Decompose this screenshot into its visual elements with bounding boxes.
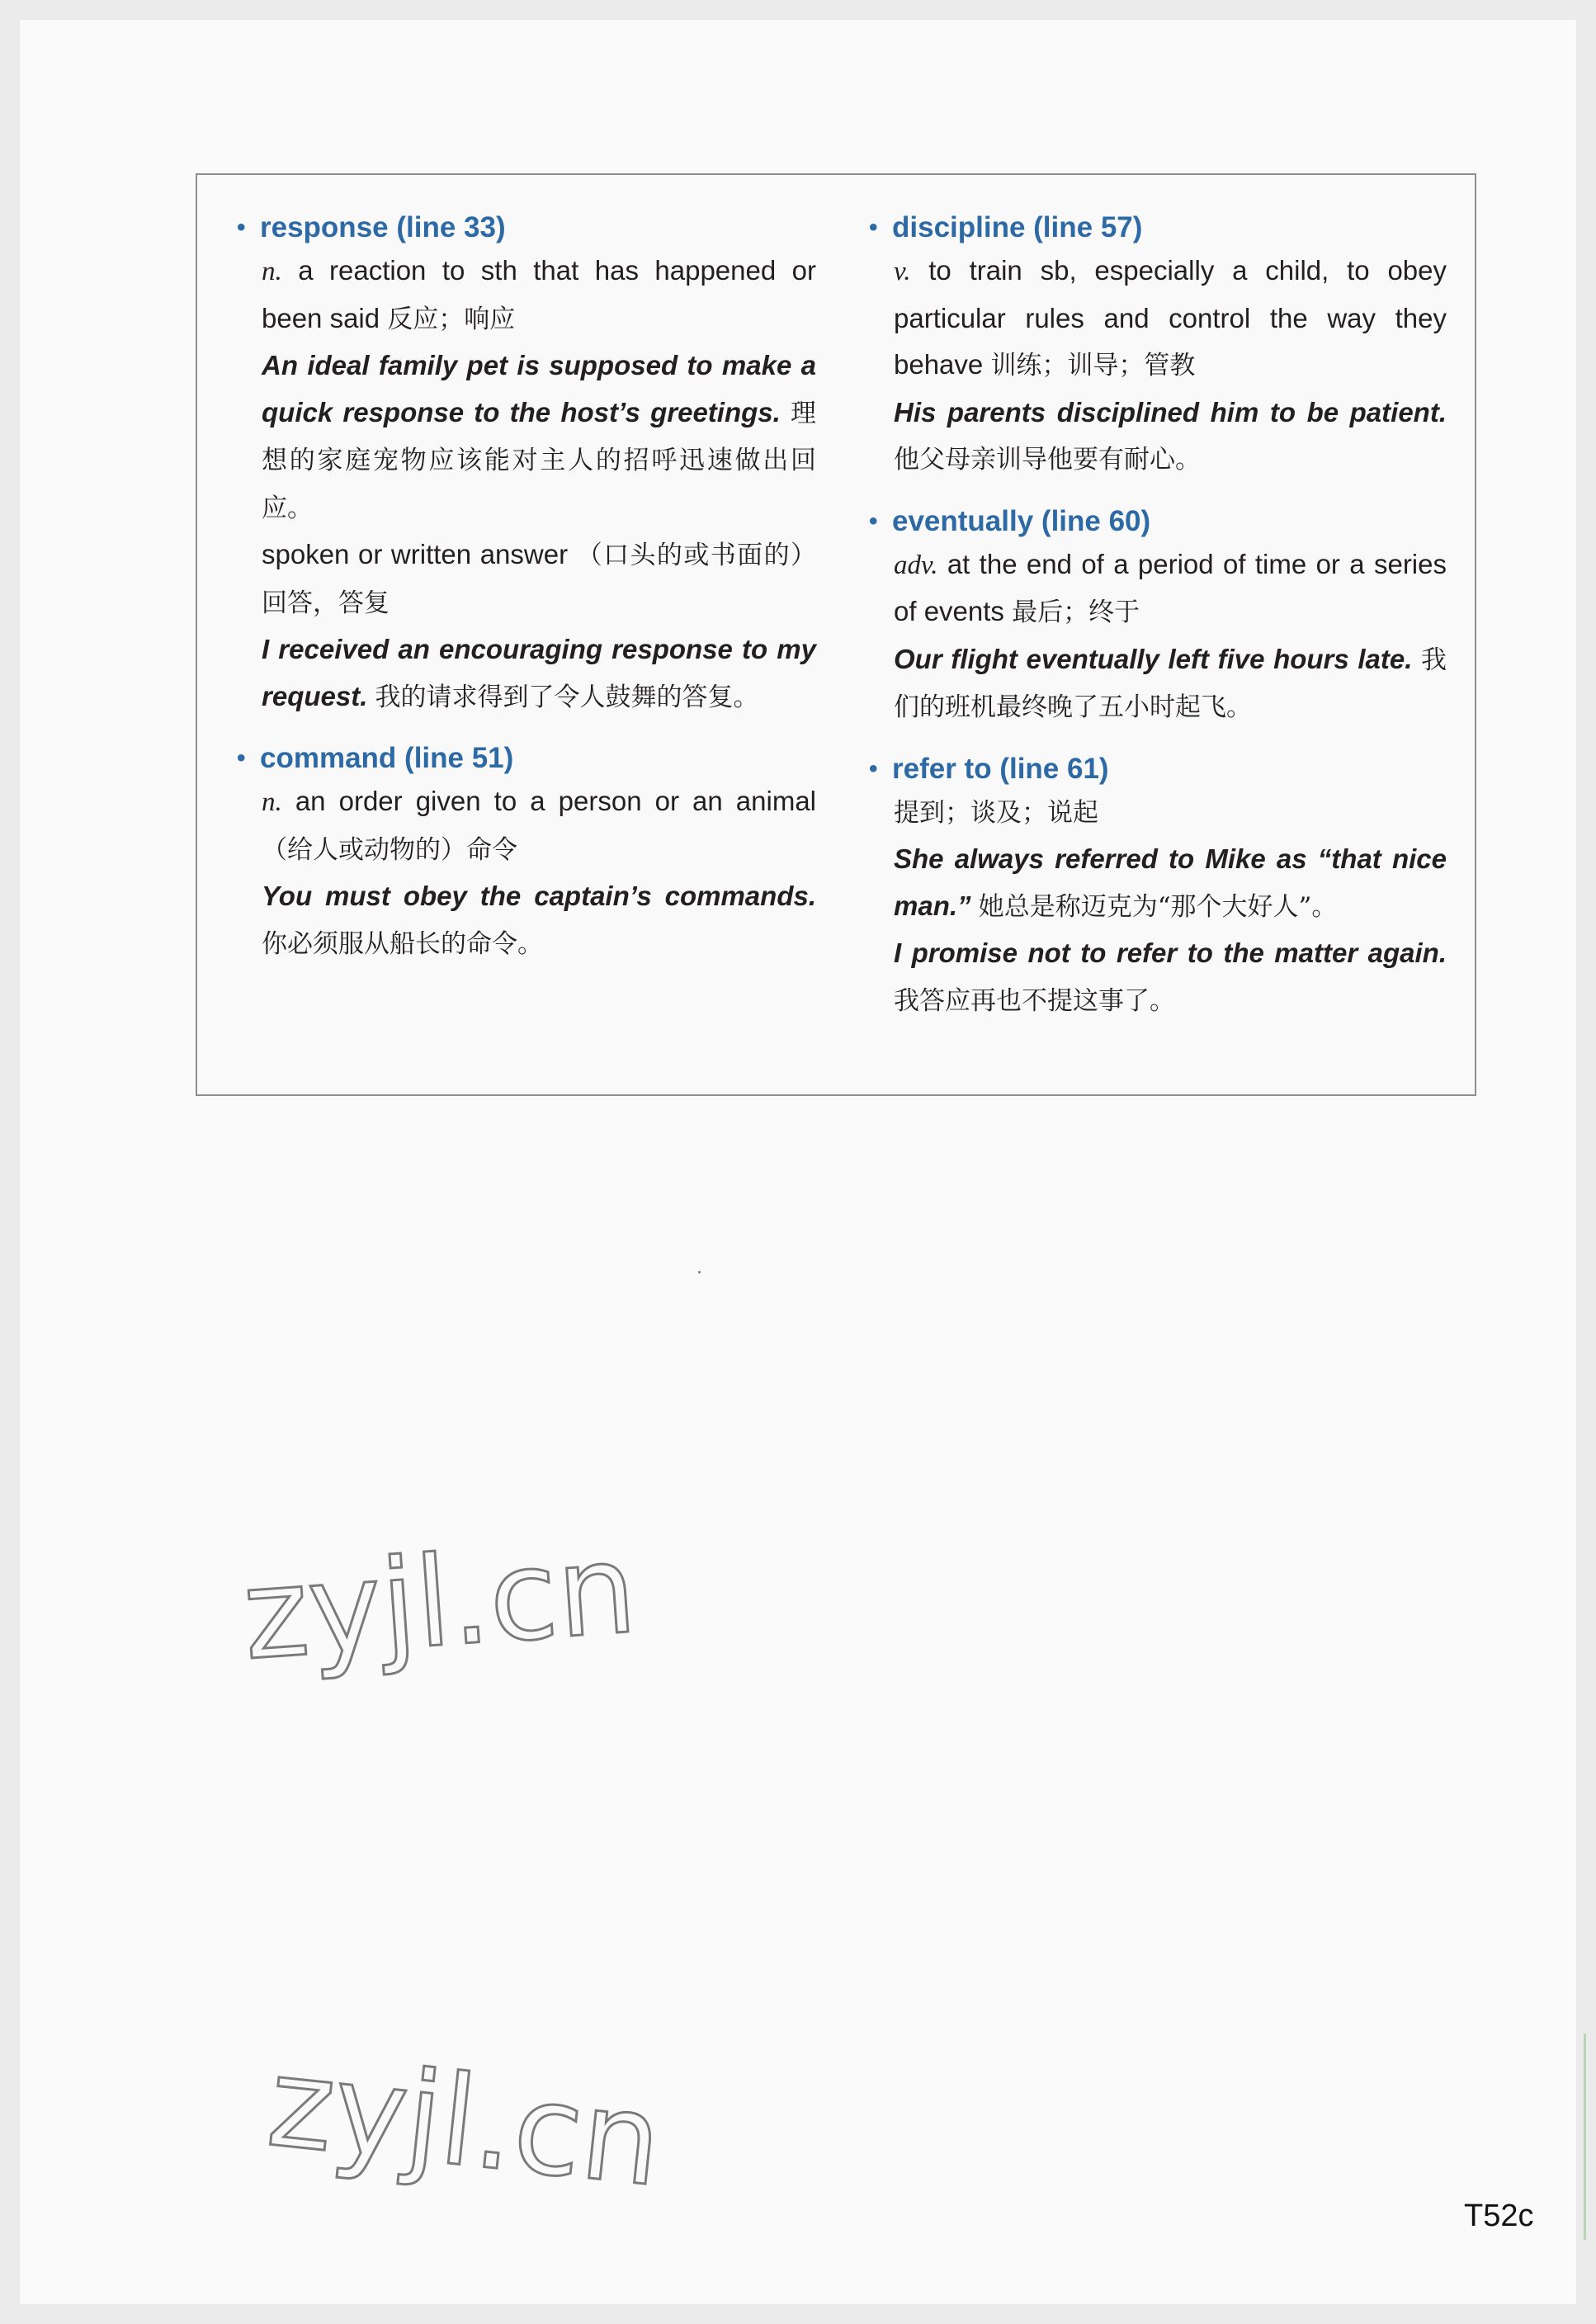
example-line (894, 636, 1447, 731)
example-line (262, 626, 816, 720)
page (20, 20, 1576, 2304)
bullet-icon: • (869, 507, 878, 535)
example-translation: 理想的家庭宠物应该能对主人的招呼迅速做出回应。 (262, 398, 816, 523)
example-translation: 我答应再也不提这事了。 (894, 985, 1175, 1016)
definition-line (262, 248, 816, 342)
example-sentence: I promise not to refer to the matter again. (894, 938, 1447, 968)
example-line (262, 342, 816, 531)
watermark-text: zyjl.cn (238, 1517, 641, 1689)
definition-line (894, 541, 1447, 636)
example-sentence: You must obey the captain’s commands. (262, 881, 816, 911)
part-of-speech: n. (262, 257, 282, 286)
definition: at the end of a period of time or a series of events (894, 548, 1447, 626)
example-translation: 我们的班机最终晚了五小时起飞。 (894, 645, 1447, 722)
definition: a reaction to sth that has happened or been said (262, 255, 816, 333)
example-translation: 你必须服从船长的命令。 (262, 928, 543, 959)
definition: an order given to a person or an animal (295, 786, 816, 816)
definition-translation: 提到；谈及；说起 (894, 797, 1098, 828)
vocab-entry (869, 749, 1447, 1025)
entry-body (869, 541, 1447, 731)
definition-line (894, 789, 1447, 837)
page-edge-rule (1584, 2034, 1586, 2240)
entry-body (869, 248, 1447, 484)
watermark-text: zyjl.cn (262, 2030, 668, 2215)
watermark-logo (236, 1512, 665, 1726)
example-line (894, 930, 1447, 1024)
example-sentence: His parents disciplined him to be patient. (894, 396, 1447, 427)
headword: response (line 33) (260, 211, 506, 243)
headword: discipline (line 57) (892, 211, 1143, 243)
example-sentence: She always referred to Mike as “that nice man.” (894, 843, 1447, 921)
part-of-speech: v. (894, 257, 911, 286)
vocab-entry (869, 502, 1447, 731)
definition-translation: （口头的或书面的）回答，答复 (262, 541, 817, 618)
example-line (262, 873, 816, 967)
vocabulary-box (196, 173, 1476, 1096)
vocab-entry (237, 739, 816, 967)
bullet-icon: • (237, 214, 246, 241)
vocab-entry (869, 208, 1447, 484)
headword-row (237, 208, 816, 248)
vocab-entry (237, 208, 816, 720)
entry-body (237, 248, 816, 720)
page-number: T52c (1464, 2199, 1534, 2233)
watermark-logo (259, 2017, 688, 2248)
definition-line (262, 778, 816, 873)
bullet-icon: • (869, 214, 878, 241)
headword: command (line 51) (260, 742, 514, 774)
headword-row (237, 739, 816, 778)
bullet-icon: • (869, 754, 878, 782)
example-sentence: Our flight eventually left five hours late. (894, 643, 1413, 674)
definition: spoken or written answer (262, 539, 569, 569)
headword-row (869, 502, 1447, 541)
example-line (894, 836, 1447, 930)
headword-row (869, 208, 1447, 248)
part-of-speech: adv. (894, 550, 938, 580)
definition-translation: （给人或动物的）命令 (262, 834, 517, 865)
example-translation: 他父母亲训导他要有耐心。 (894, 445, 1201, 475)
definition: to train sb, especially a child, to obey particular rules and control the way they behave (894, 255, 1447, 380)
definition-translation: 反应；响应 (387, 304, 516, 334)
example-sentence: I received an encouraging response to my request. (262, 634, 816, 711)
entry-body (237, 778, 816, 967)
bullet-icon: • (237, 744, 246, 772)
definition-translation: 训练；训导；管教 (990, 351, 1196, 380)
headword-row (869, 749, 1447, 789)
definition-translation: 最后；终于 (1012, 598, 1140, 627)
definition-line (894, 248, 1447, 390)
example-sentence: An ideal family pet is supposed to make a quick response to the host’s greetings. (262, 350, 816, 427)
right-column (869, 208, 1447, 1042)
example-translation: 她总是称迈克为“那个大好人”。 (978, 891, 1338, 922)
definition-line (262, 531, 816, 626)
left-column (237, 208, 816, 985)
speck (698, 1271, 701, 1273)
headword: eventually (line 60) (892, 504, 1151, 537)
headword: refer to (line 61) (892, 752, 1109, 785)
example-translation: 我的请求得到了令人鼓舞的答复。 (375, 682, 759, 712)
part-of-speech: n. (262, 787, 282, 817)
entry-body (869, 789, 1447, 1025)
example-line (894, 390, 1447, 484)
